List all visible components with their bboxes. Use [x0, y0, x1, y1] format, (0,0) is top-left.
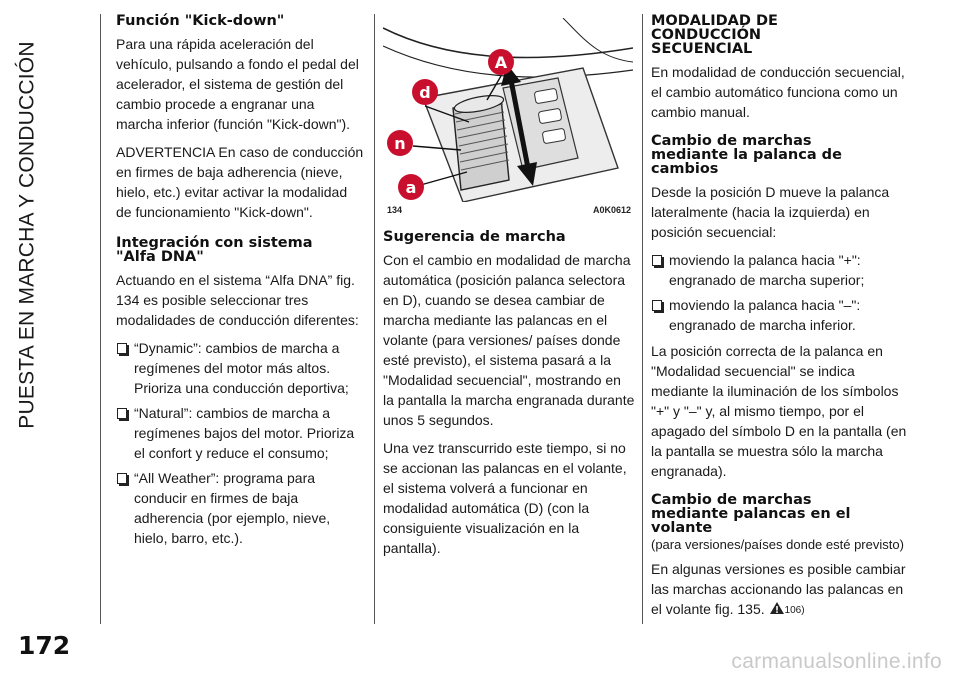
- section-title-kickdown: Función "Kick-down": [116, 13, 285, 29]
- dna-modes-list: [116, 338, 364, 548]
- list-item-text: moviendo la palanca hacia "–": engranado de marcha inferior.: [669, 297, 861, 333]
- kickdown-paragraph: Para una rápida aceleración del vehículo, pulsando a fondo el pedal del acelerador, el sistema de gestión del cambio procede a engranar una marcha inferior (función "Kick-down").: [116, 36, 359, 132]
- list-item: [651, 295, 913, 335]
- paddles-paragraph: [651, 559, 913, 621]
- callout-d: [412, 79, 438, 105]
- figure-image-frame: [383, 18, 633, 202]
- warning-triangle-icon: [769, 601, 785, 615]
- section-title-lever-line1: Cambio de marchas: [651, 133, 812, 149]
- list-item-text: “Dynamic”: cambios de marcha a regímenes del motor más altos. Prioriza una conducción deportiva;: [134, 340, 349, 396]
- column-divider: [100, 14, 101, 624]
- section-title-sequential-line3: SECUENCIAL: [651, 41, 753, 57]
- suggest-paragraph-2: Una vez transcurrido este tiempo, si no se accionan las palancas en el volante, el sistema volverá a funcionar en modalidad automática (D) (con la consiguiente visualización en la pantalla).: [383, 440, 627, 556]
- list-item: [116, 468, 364, 548]
- chapter-side-label: [8, 20, 48, 450]
- section-title-lever-line3: cambios: [651, 161, 719, 177]
- figure-number: 134: [387, 205, 403, 215]
- callout-d-text: d: [419, 83, 431, 102]
- checkbox-bullet-icon: [117, 343, 127, 354]
- watermark: carmanualsonline.info: [731, 650, 942, 673]
- lever-paragraph-2: La posición correcta de la palanca en "Modalidad secuencial" se indica mediante la iluminación de los símbolos "+" y "–" y, al mismo tiempo, por el apagado del símbolo D en la pantalla (en la pantalla se muestra sólo la marcha engranada).: [651, 343, 907, 479]
- callout-a-upper: [488, 49, 514, 75]
- lever-list: [651, 250, 913, 335]
- section-title-paddles-line1: Cambio de marchas: [651, 492, 812, 508]
- figure-code: A0K0612: [592, 205, 631, 215]
- section-title-paddles: [651, 493, 913, 535]
- column-divider: [642, 14, 643, 624]
- section-title-sequential: [651, 14, 913, 56]
- list-item: [116, 403, 364, 463]
- warning-reference: 106): [784, 605, 805, 616]
- column-1: [116, 14, 364, 554]
- list-item-text: “Natural”: cambios de marcha a regímenes bajos del motor. Prioriza el confort y reduce el consumo;: [134, 405, 355, 461]
- section-title-sequential-line2: CONDUCCIÓN: [651, 27, 762, 43]
- column-3: [651, 14, 913, 629]
- lever-paragraph-1: Desde la posición D mueve la palanca lateralmente (hacia la izquierda) en posición secuencial:: [651, 184, 890, 240]
- section-title-paddles-line3: volante: [651, 520, 713, 536]
- callout-a-lower: [398, 174, 424, 200]
- callout-n: [387, 130, 413, 156]
- figure-134: [383, 18, 633, 216]
- checkbox-bullet-icon: [652, 255, 662, 266]
- paddles-subtitle: (para versiones/países donde esté previsto): [651, 537, 904, 552]
- gear-selector-illustration: [383, 18, 633, 202]
- section-title-dna-line2: "Alfa DNA": [116, 249, 204, 265]
- section-title-sequential-line1: MODALIDAD DE: [651, 13, 778, 29]
- list-item: [651, 250, 913, 290]
- list-item-text: “All Weather”: programa para conducir en firmes de baja adherencia (por ejemplo, nieve, hielo, barro, etc.).: [134, 470, 331, 546]
- suggest-paragraph-1: Con el cambio en modalidad de marcha automática (posición palanca selectora en D), cuando se desea cambiar de marcha mediante las palancas en el volante (para versiones/ países donde esté previsto), el sistema pasará a la "Modalidad secuencial", mostrando en la pantalla la marcha engranada durante unos 5 segundos.: [383, 252, 635, 428]
- list-item-text: moviendo la palanca hacia "+": engranado de marcha superior;: [669, 252, 865, 288]
- paddles-paragraph-text: En algunas versiones es posible cambiar las marchas accionando las palancas en el volante fig. 135.: [651, 561, 906, 617]
- dna-selector-dial: [453, 92, 509, 190]
- callout-n-text: n: [394, 134, 406, 153]
- list-item: [116, 338, 364, 398]
- section-title-dna: [116, 236, 364, 264]
- column-2: [383, 14, 635, 566]
- page-number: 172: [18, 631, 71, 660]
- dna-paragraph: Actuando en el sistema “Alfa DNA” fig. 134 es posible seleccionar tres modalidades de conducción diferentes:: [116, 272, 359, 328]
- column-divider: [374, 14, 375, 624]
- section-title-lever: [651, 134, 913, 176]
- section-title-dna-line1: Integración con sistema: [116, 235, 313, 251]
- checkbox-bullet-icon: [117, 408, 127, 419]
- checkbox-bullet-icon: [117, 473, 127, 484]
- section-title-paddles-line2: mediante palancas en el: [651, 506, 851, 522]
- section-title-suggest: Sugerencia de marcha: [383, 229, 566, 245]
- section-title-lever-line2: mediante la palanca de: [651, 147, 842, 163]
- kickdown-warning: ADVERTENCIA En caso de conducción en firmes de baja adherencia (nieve, hielo, etc.) evitar activar la modalidad de funcionamiento "Kick-down".: [116, 144, 364, 220]
- callout-a-text: a: [405, 178, 417, 197]
- chapter-side-label-text: PUESTA EN MARCHA Y CONDUCCIÓN: [16, 41, 39, 429]
- callout-A-text: A: [494, 53, 508, 72]
- sequential-paragraph: En modalidad de conducción secuencial, el cambio automático funciona como un cambio manual.: [651, 64, 905, 120]
- checkbox-bullet-icon: [652, 300, 662, 311]
- figure-caption: [383, 204, 633, 216]
